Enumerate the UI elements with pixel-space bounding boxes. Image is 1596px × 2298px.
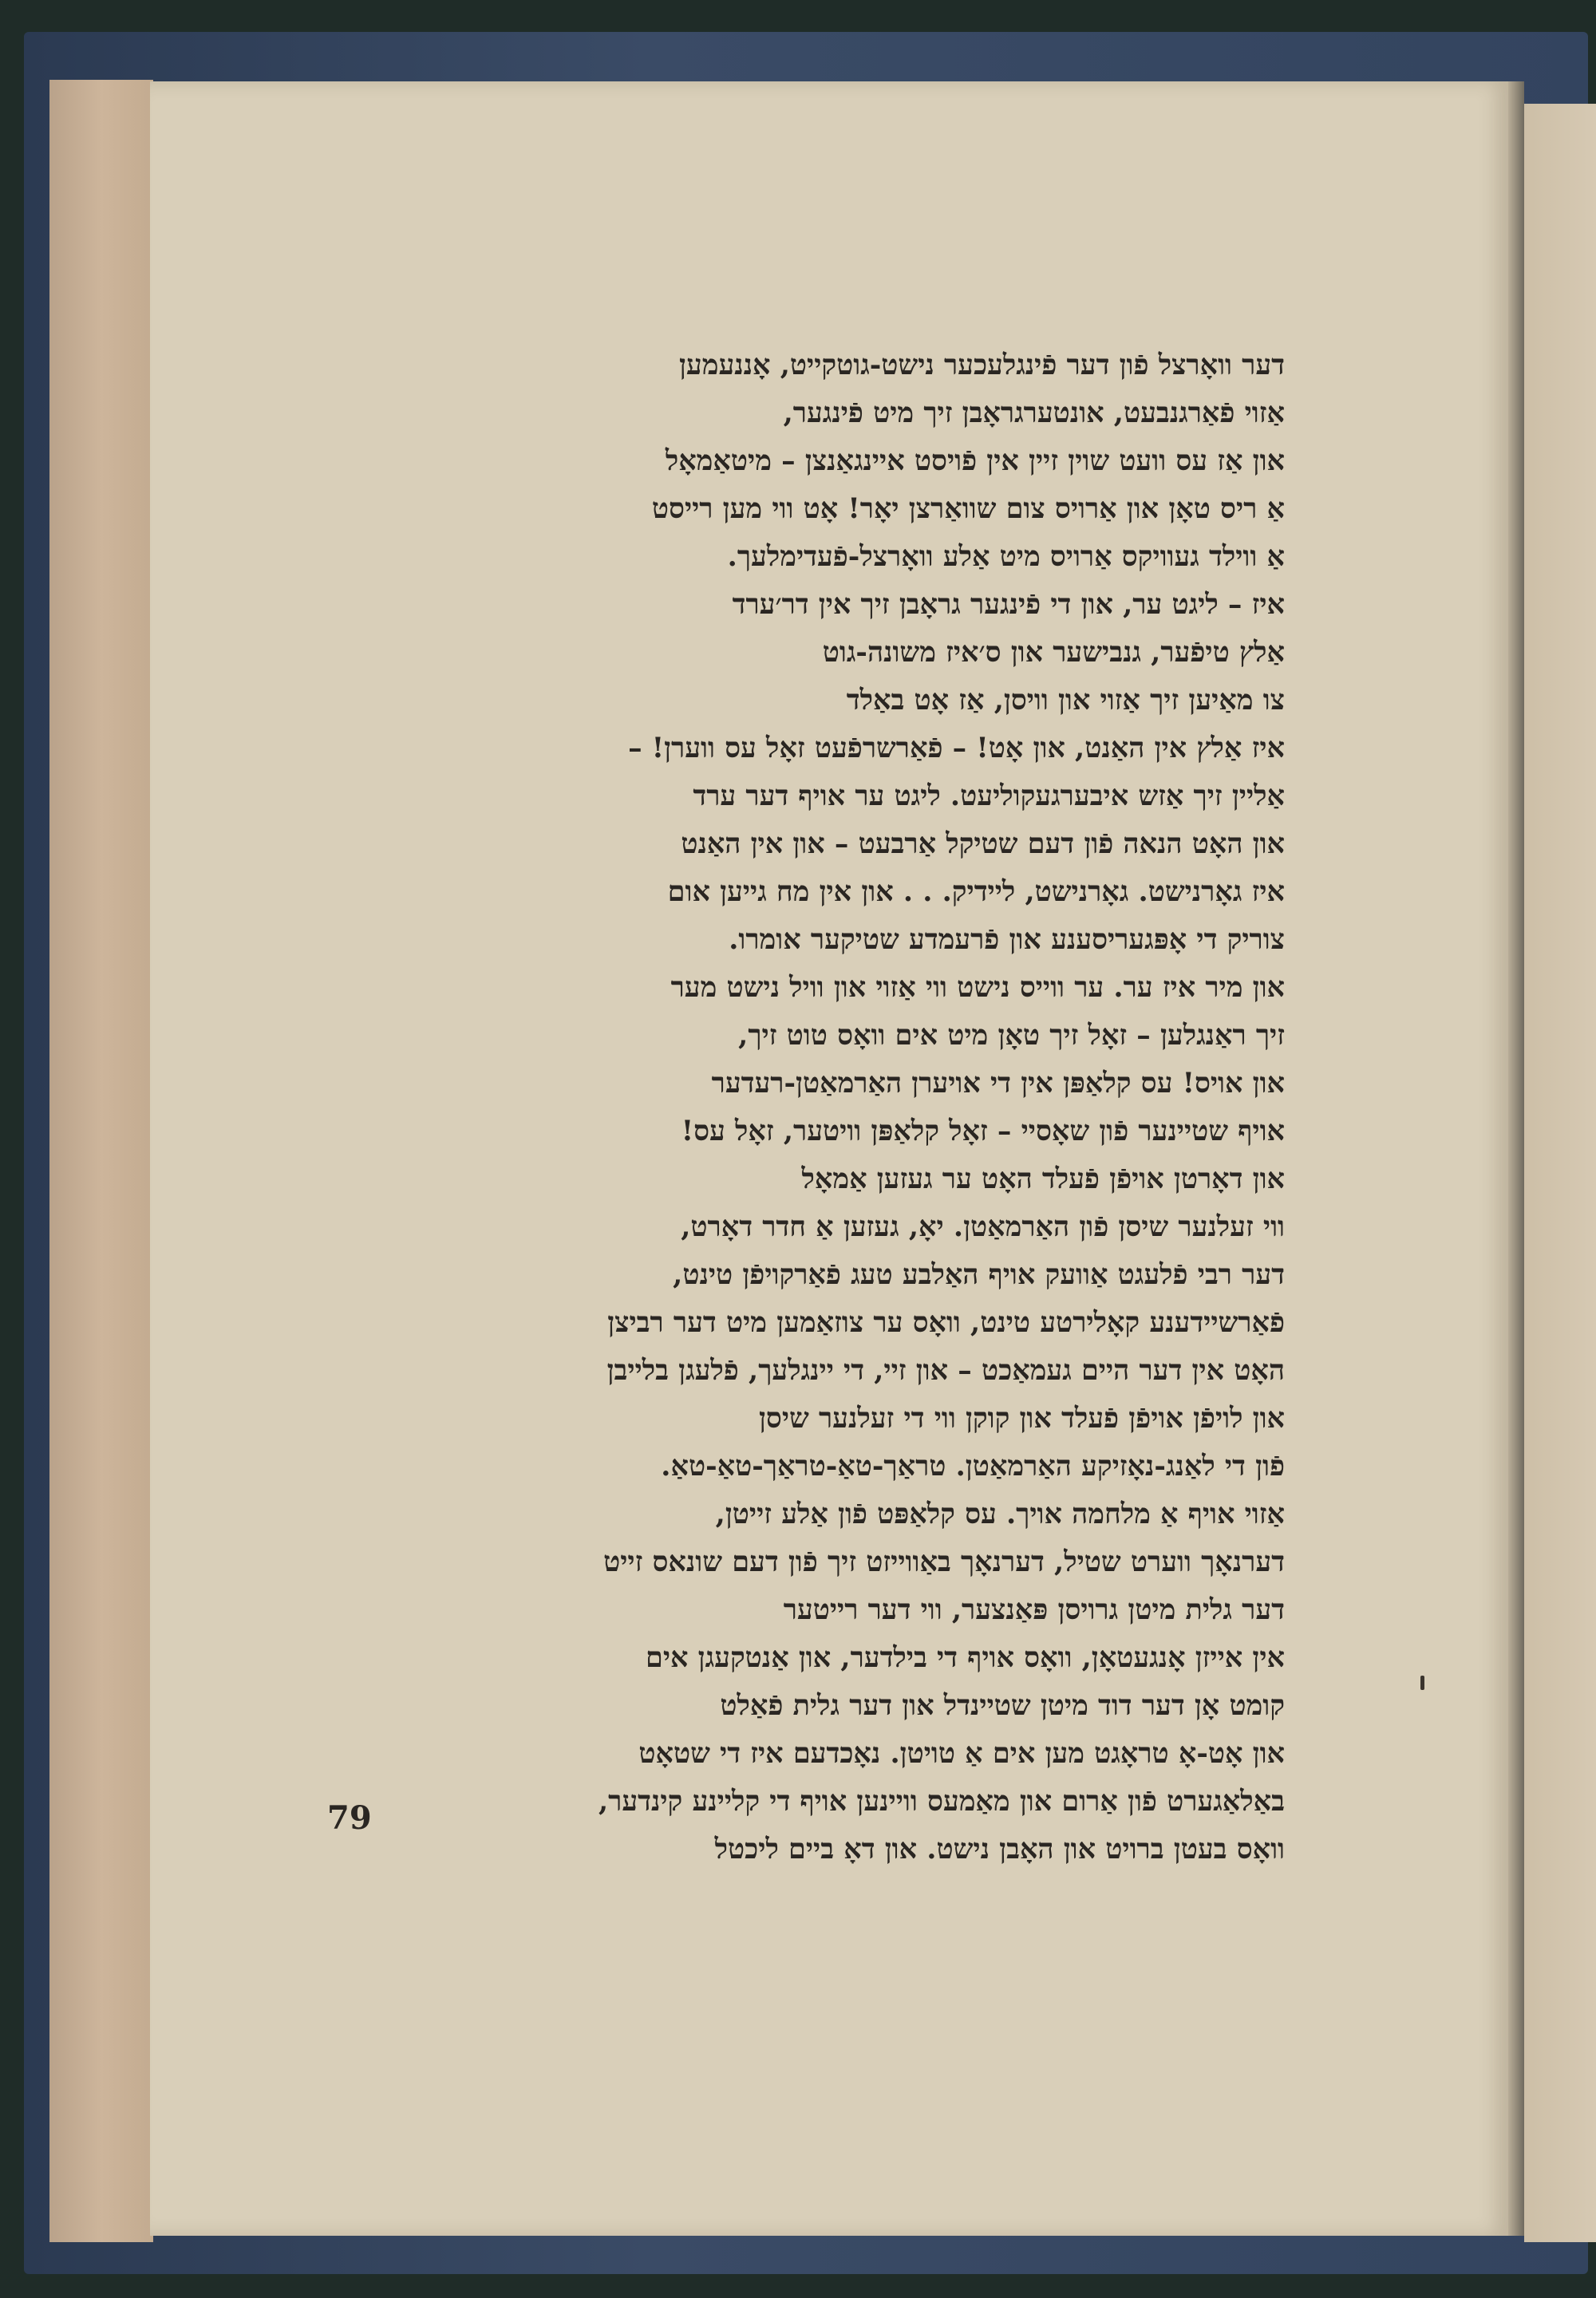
poem-line: אַ ווילד געוויקס אַרויס מיט אַלע וואָרצל-פֿעדימלעך. (727, 540, 1285, 573)
print-speck (1420, 1676, 1424, 1690)
poem-line: פֿאַרשיידענע קאָלירטע טינט, וואָס ער צוזאַמען מיט דער רביצן (607, 1306, 1285, 1339)
poem-line: איז גאָרנישט. גאָרנישט, ליידיק. . . און אין מח גייען אום (667, 875, 1285, 908)
poem-line: דער גלית מיטן גרויסן פּאַנצער, ווי דער רייטער (783, 1593, 1285, 1626)
poem-line: זיך ראַנגלען – זאָל זיך טאָן מיט אים וואָס טוט זיך, (738, 1019, 1285, 1052)
page-edge (49, 80, 153, 2242)
poem-line: און האָט הנאה פֿון דעם שטיקל אַרבעט – און אין האַנט (681, 827, 1285, 860)
facing-page-edge (1524, 104, 1596, 2242)
poem-line: דער רבי פֿלעגט אַוועק אויף האַלבע טעג פֿאַרקויפֿן טינט, (673, 1258, 1285, 1291)
poem-line: צוריק די אָפּגעריסענע און פֿרעמדע שטיקער אומרו. (729, 923, 1285, 956)
poem-line: און לויפֿן אויפֿן פֿעלד און קוקן ווי די זעלנער שיסן (759, 1402, 1285, 1435)
poem-line: און דאָרטן אויפֿן פֿעלד האָט ער געזען אַמאָל (801, 1163, 1285, 1195)
poem-line: איז אַלץ אין האַנט, און אָט! – פֿאַרשרפֿעט זאָל עס ווערן! – (628, 732, 1285, 764)
poem-line: ווי זעלנער שיסן פֿון האַרמאַטן. יאָ, געזען אַ חדר דאָרט, (681, 1210, 1285, 1243)
poem-line: דערנאָך ווערט שטיל, דערנאָך באַווייזט זיך פֿון דעם שונאס זייט (603, 1546, 1285, 1578)
poem-line: באַלאַגערט פֿון אַרום און מאַמעס וויינען אויף די קליינע קינדער, (598, 1785, 1285, 1818)
page-gutter (1508, 81, 1524, 2236)
poem-line: אַלץ טיפֿער, גנבישער און ס׳איז משונה-גוט (822, 636, 1285, 669)
poem-line: איז – ליגט ער, און די פֿינגער גראָבן זיך אין דר׳ערד (732, 588, 1285, 621)
poem-text (351, 342, 1285, 1866)
poem-line: האָט אין דער היים געמאַכט – און זיי, די יינגלעך, פֿלעגן בלייבן (606, 1354, 1285, 1387)
poem-line: אַזוי פֿאַרגנבעט, אונטערגראָבן זיך מיט פֿינגער, (783, 397, 1285, 429)
poem-line: אין אייזן אָנגעטאָן, וואָס אויף די בילדער, און אַנטקעגן אים (645, 1641, 1285, 1674)
poem-line: פֿון די לאַנג-נאָזיקע האַרמאַטן. טראַך-טאַ-טראַך-טאַ-טאַ. (661, 1450, 1285, 1483)
poem-line: און אָט-אָ טראָגט מען אים אַ טויטן. נאָכדעם איז די שטאָט (638, 1737, 1285, 1770)
poem-line: און מיר איז ער. ער ווייס נישט ווי אַזוי און וויל נישט מער (670, 971, 1285, 1004)
poem-line: און אַז עס וועט שוין זיין אין פֿויסט איינגאַנצן – מיטאַמאָל (665, 444, 1285, 477)
poem-line: וואָס בעטן ברויט און האָבן נישט. און דאָ ביים ליכטל (714, 1833, 1285, 1866)
poem-line: דער וואָרצל פֿון דער פֿינגלעכער נישט-גוטקייט, אָננעמען (679, 349, 1285, 381)
poem-line: צו מאַיען זיך אַזוי און וויסן, אַז אָט באַלד (846, 684, 1285, 717)
poem-line: אַליין זיך אַזש איבערגעקוליעט. ליגט ער אויף דער ערד (693, 780, 1285, 812)
poem-line: אויף שטיינער פֿון שאָסיי – זאָל קלאַפּן וויטער, זאָל עס! (681, 1115, 1285, 1147)
poem-line: און אויס! עס קלאַפּן אין די אויערן האַרמאַטן-רעדער (711, 1067, 1285, 1100)
poem-line: אַ ריס טאָן און אַרויס צום שוואַרצן יאָר! אָט ווי מען רייסט (651, 492, 1285, 525)
page-number: 79 (327, 1799, 372, 1837)
poem-line: אַזוי אויף אַ מלחמה אויך. עס קלאַפּט פֿון אַלע זייטן, (715, 1498, 1285, 1530)
poem-line: קומט אָן דער דוד מיטן שטיינדל און דער גלית פֿאַלט (720, 1689, 1285, 1722)
